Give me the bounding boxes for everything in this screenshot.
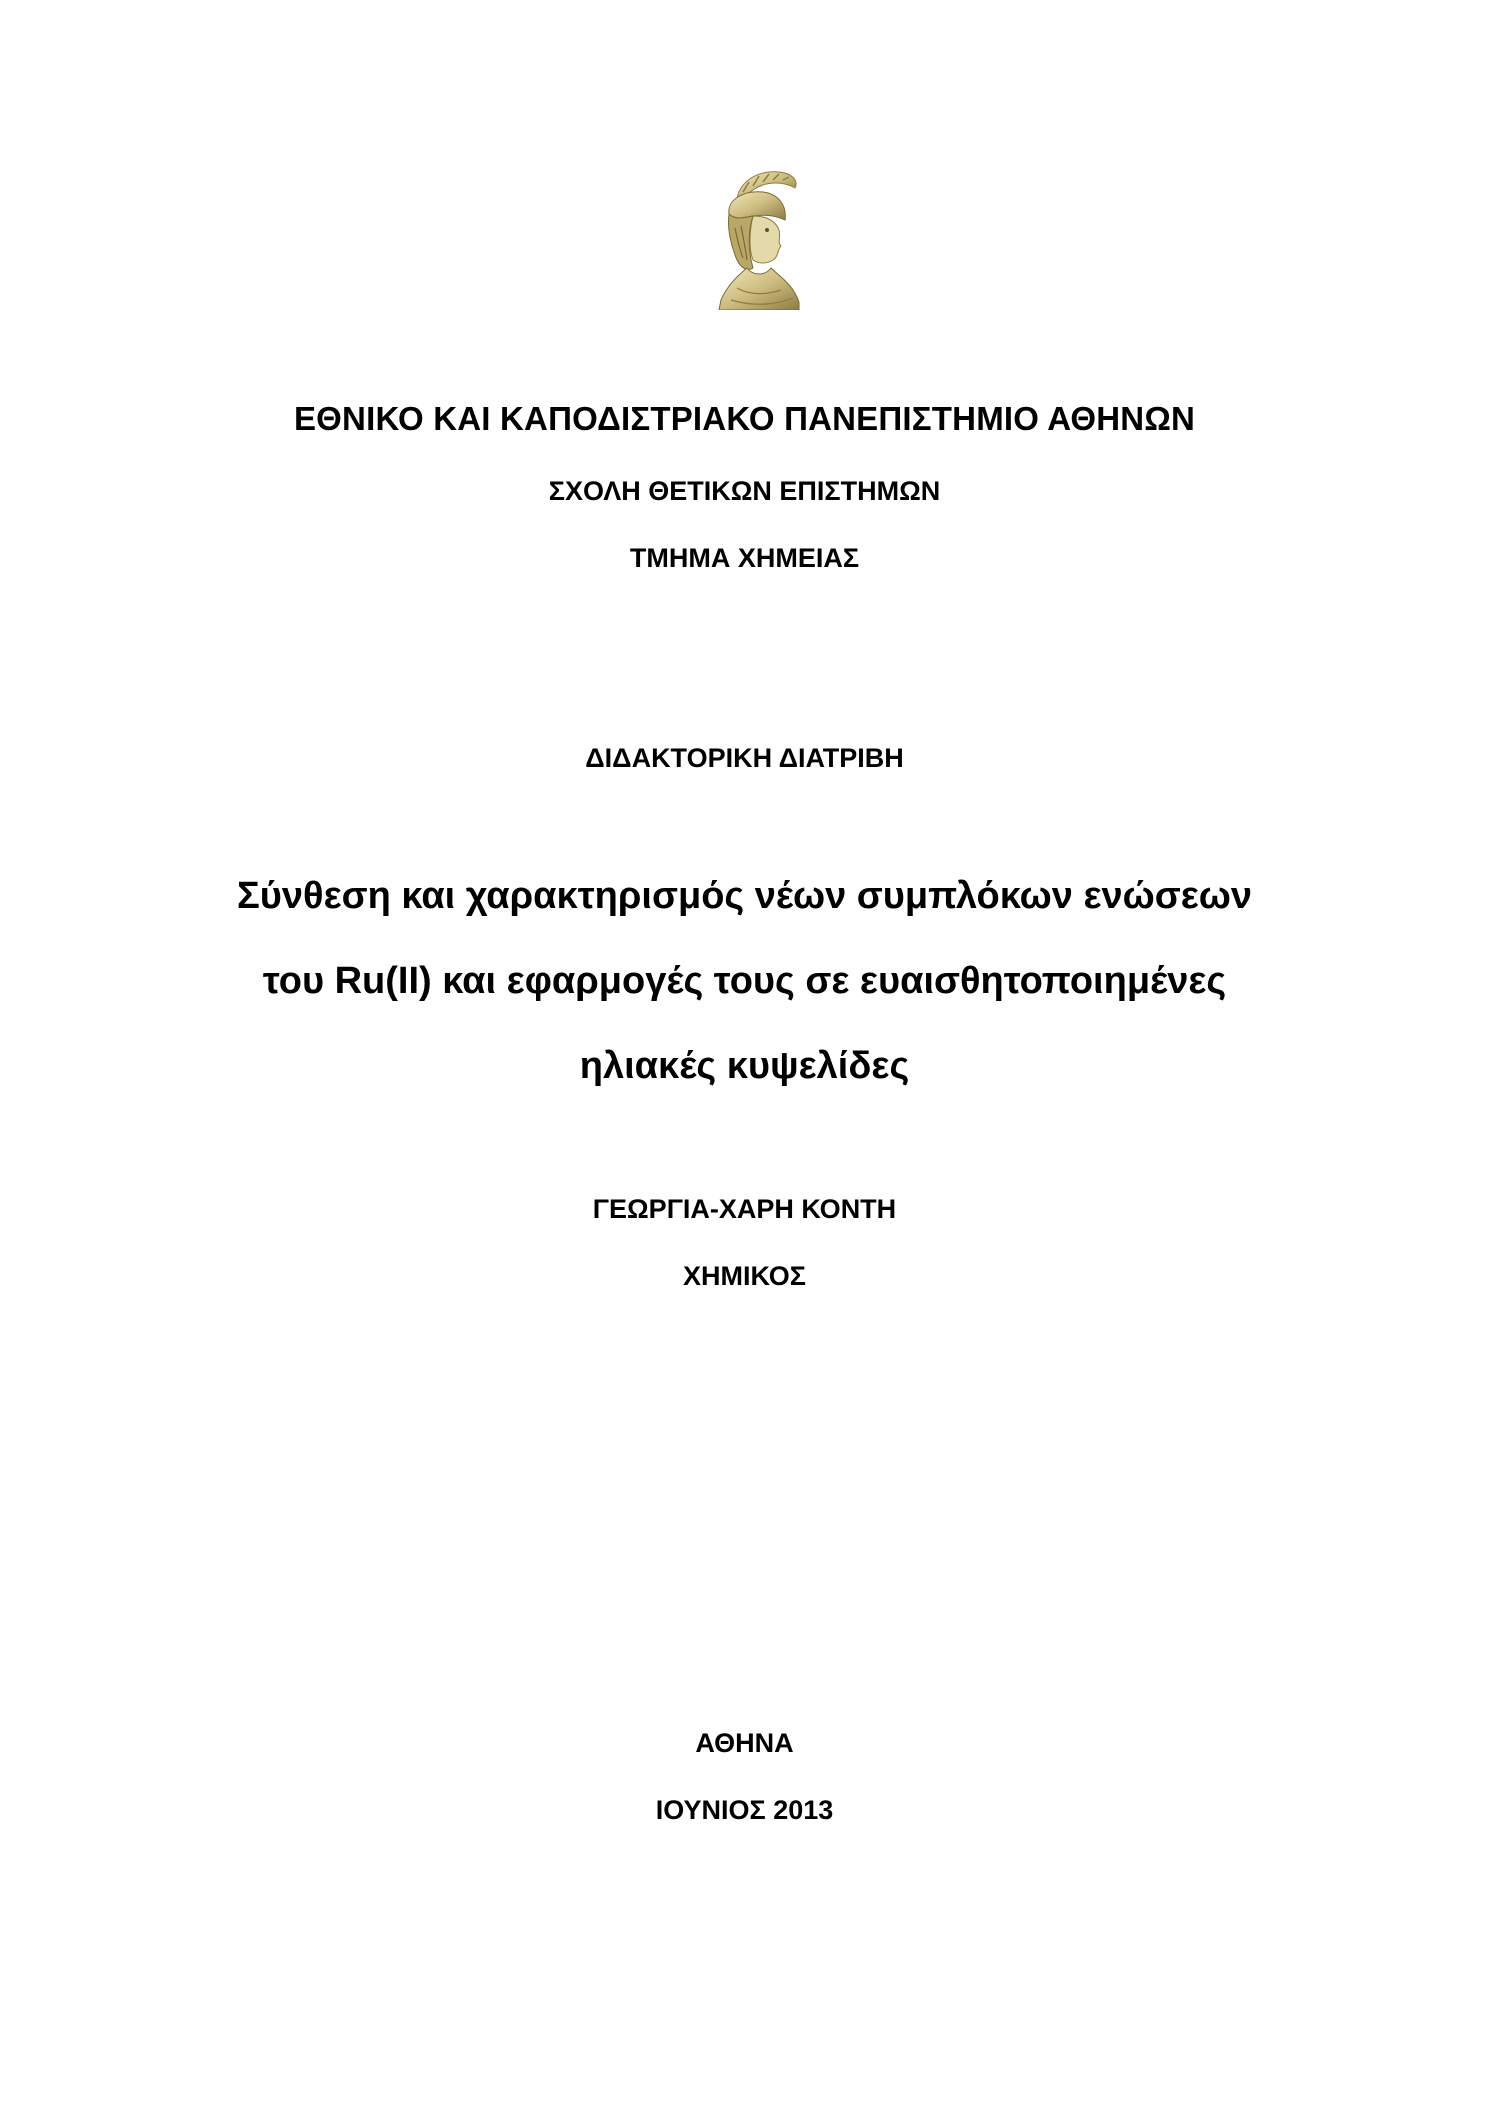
school-name: ΣΧΟΛΗ ΘΕΤΙΚΩΝ ΕΠΙΣΤΗΜΩΝ: [548, 476, 941, 506]
author-profession: ΧΗΜΙΚΟΣ: [683, 1261, 806, 1291]
date: ΙΟΥΝΙΟΣ 2013: [655, 1795, 834, 1825]
thesis-title-line-1: Σύνθεση και χαρακτηρισμός νέων συμπλόκων ενώσεων: [237, 875, 1252, 917]
city: ΑΘΗΝΑ: [695, 1728, 794, 1758]
thesis-title-line-3: ηλιακές κυψελίδες: [579, 1045, 910, 1087]
author-name: ΓΕΩΡΓΙΑ-ΧΑΡΗ ΚΟΝΤΗ: [592, 1194, 897, 1224]
thesis-title-line-2: του Ru(II) και εφαρμογές τους σε ευαισθητοποιημένες: [262, 960, 1227, 1002]
document-type: ΔΙΔΑΚΤΟΡΙΚΗ ΔΙΑΤΡΙΒΗ: [585, 743, 904, 773]
university-name: ΕΘΝΙΚΟ ΚΑΙ ΚΑΠΟΔΙΣΤΡΙΑΚΟ ΠΑΝΕΠΙΣΤΗΜΙΟ ΑΘΗΝΩΝ: [293, 400, 1196, 437]
athena-emblem-icon: [707, 168, 819, 310]
department-name: ΤΜΗΜΑ ΧΗΜΕΙΑΣ: [629, 543, 860, 573]
